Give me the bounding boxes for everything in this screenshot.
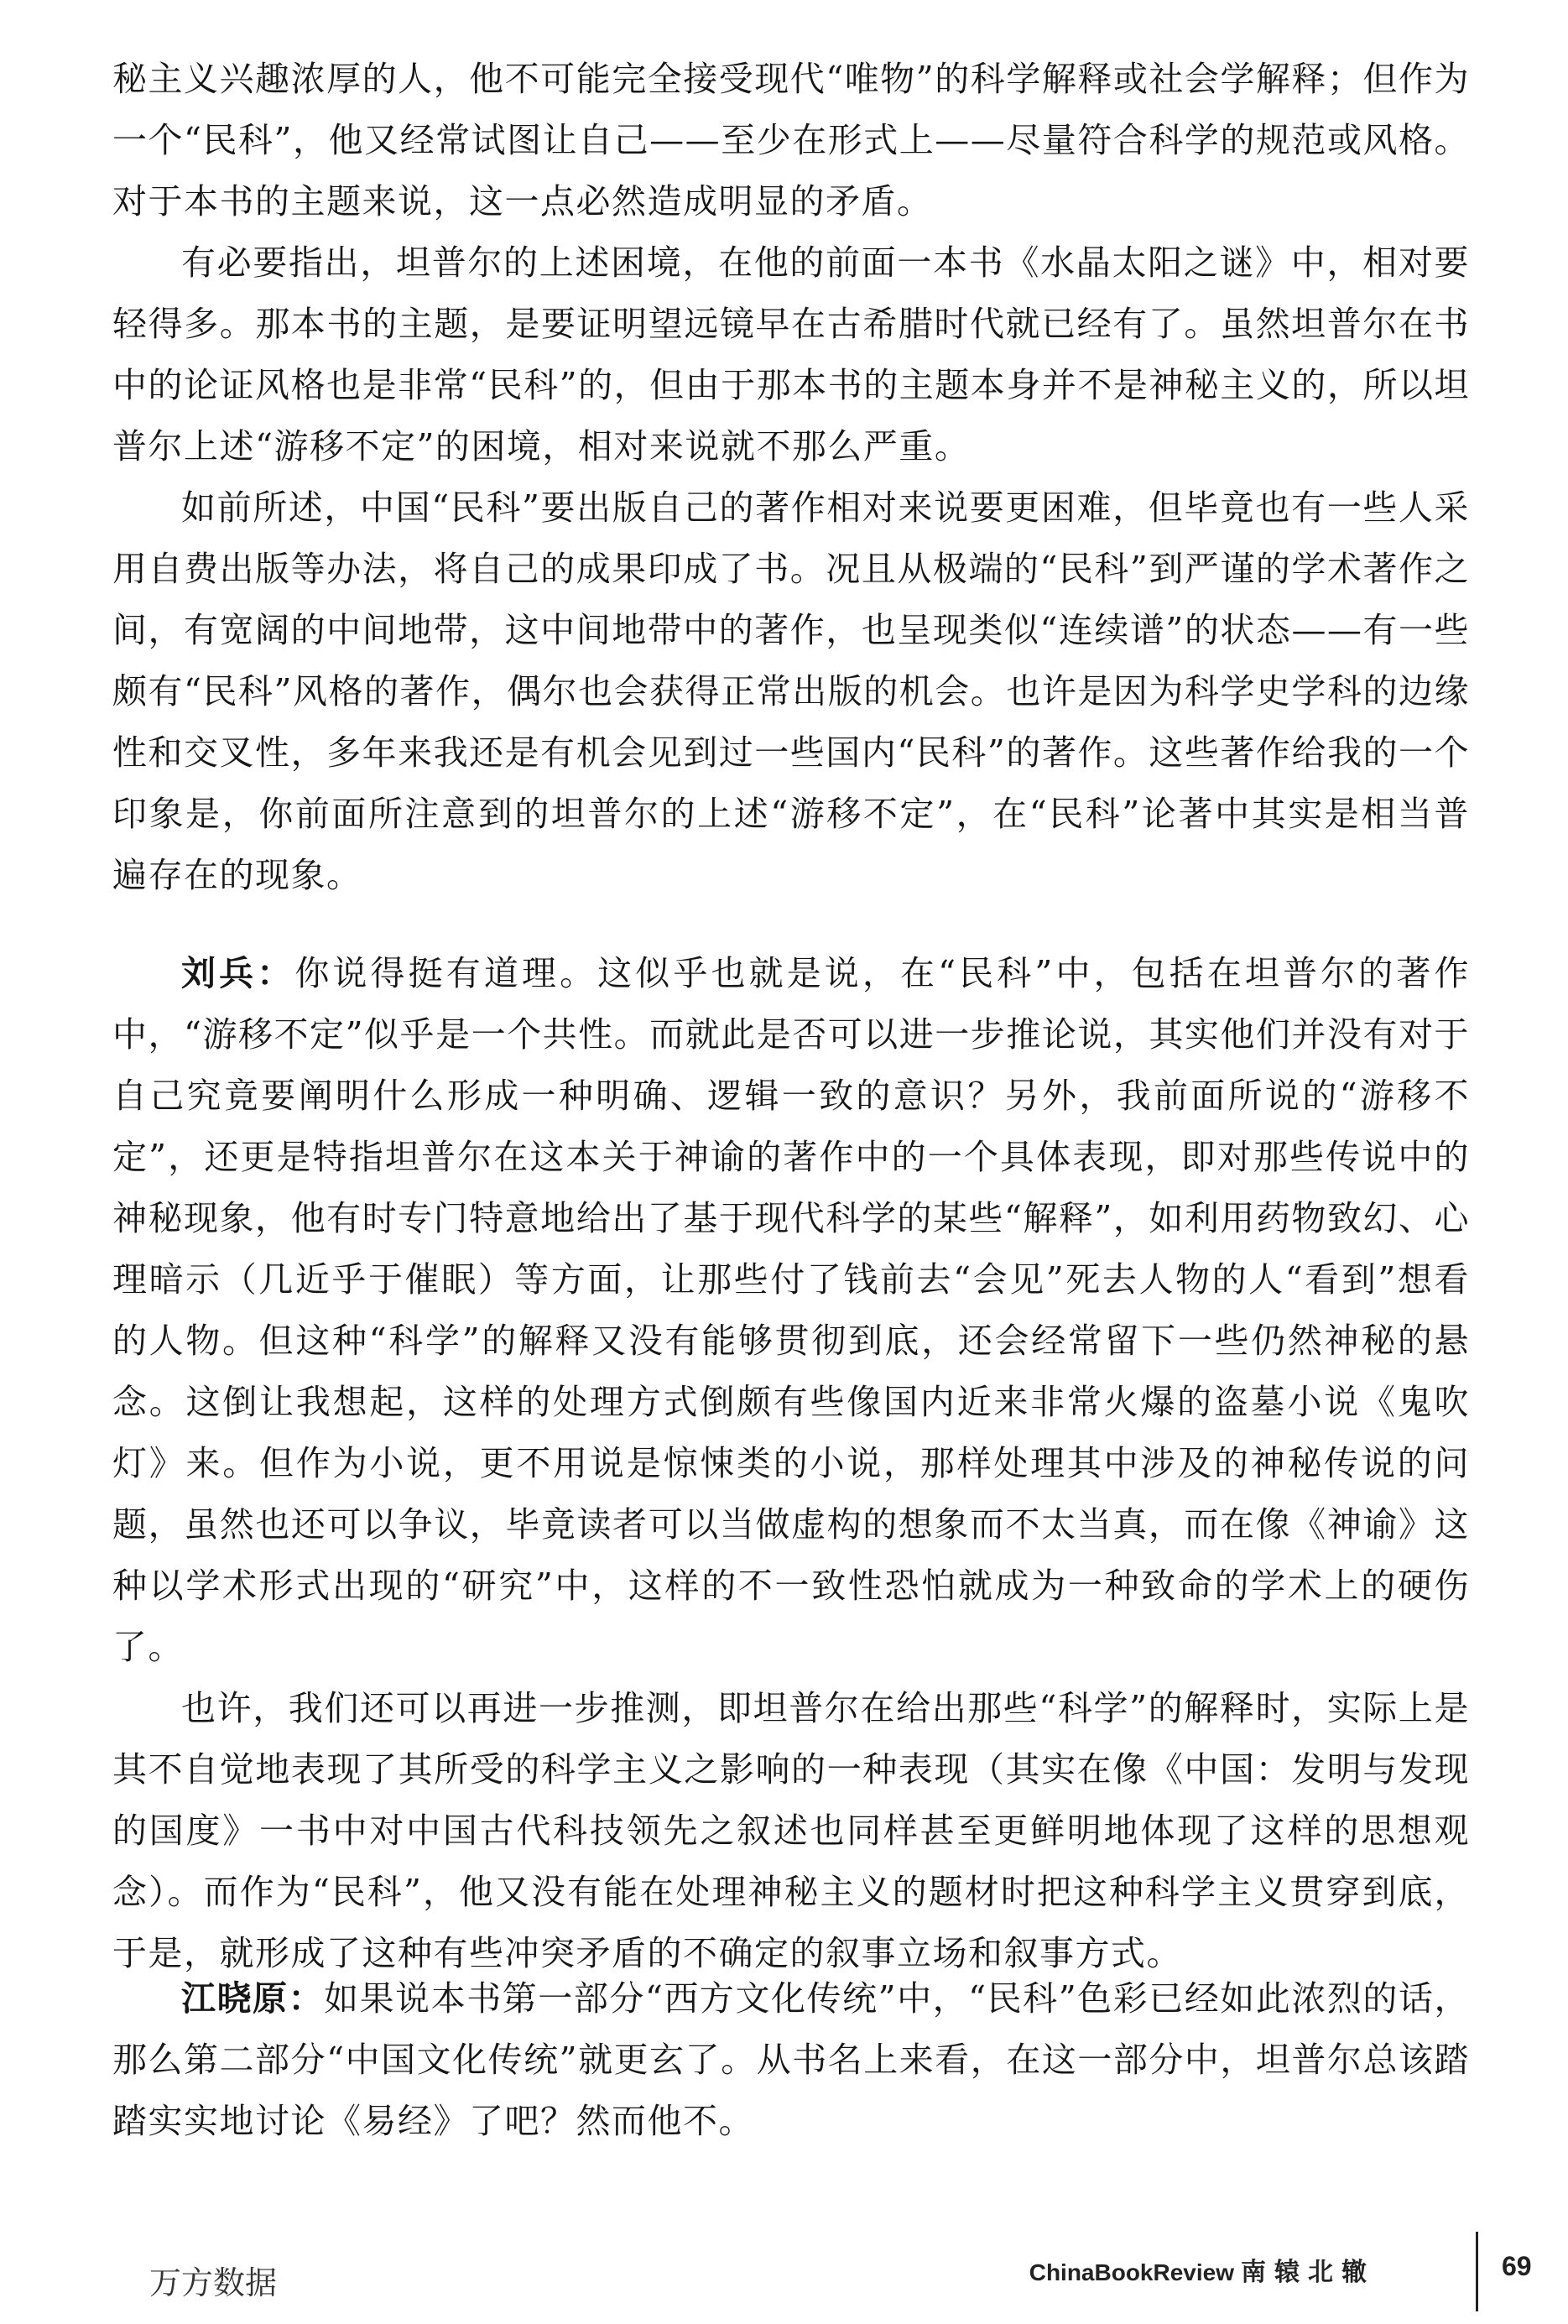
footer-divider (1476, 2232, 1478, 2311)
paragraph: 有必要指出，坦普尔的上述困境，在他的前面一本书《水晶太阳之谜》中，相对要轻得多。那本书的主题，是要证明望远镜早在古希腊时代就已经有了。虽然坦普尔在书中的论证风格也是非常“民科”的，但由于那本书的主题本身并不是神秘主义的，所以坦普尔上述“游移不定”的困境，相对来说就不那么严重。 (112, 242, 1470, 466)
paragraph-continued: 秘主义兴趣浓厚的人，他不可能完全接受现代“唯物”的科学解释或社会学解释；但作为一个“民科”，他又经常试图让自己——至少在形式上——尽量符合科学的规范或风格。对于本书的主题来说，这一点必然造成明显的矛盾。 (112, 59, 1470, 221)
speaker-name: 江晓原： (181, 1978, 325, 2019)
dialogue-paragraph (112, 1968, 1470, 2152)
paragraph-group-3 (112, 1968, 1470, 2152)
page-number: 69 (1502, 2251, 1532, 2281)
paragraph-group-1 (112, 49, 1470, 906)
dialogue-paragraph (112, 943, 1470, 1678)
journal-title-en: ChinaBookReview (1029, 2259, 1234, 2285)
speaker-name: 刘兵： (181, 953, 295, 993)
journal-title (1029, 2251, 1375, 2288)
journal-title-cn: 南辕北辙 (1241, 2258, 1375, 2287)
dialogue-text: 你说得挺有道理。这似乎也就是说，在“民科”中，包括在坦普尔的著作中，“游移不定”似乎是一个共性。而就此是否可以进一步推论说，其实他们并没有对于自己究竟要阐明什么形成一种明确、逻辑一致的意识？另外，我前面所说的“游移不定”，还更是特指坦普尔在这本关于神谕的著作中的一个具体表现，即对那些传说中的神秘现象，他有时专门特意地给出了基于现代科学的某些“解释”，如利用药物致幻、心理暗示（几近乎于催眠）等方面，让那些付了钱前去“会见”死去人物的人“看到”想看的人物。但这种“科学”的解释又没有能够贯彻到底，还会经常留下一些仍然神秘的悬念。这倒让我想起，这样的处理方式倒颇有些像国内近来非常火爆的盗墓小说《鬼吹灯》来。但作为小说，更不用说是惊悚类的小说，那样处理其中涉及的神秘传说的问题，虽然也还可以争议，毕竟读者可以当做虚构的想象而不太当真，而在像《神谕》这种以学术形式出现的“研究”中，这样的不一致性恐怕就成为一种致命的学术上的硬伤了。 (112, 953, 1471, 1667)
paragraph: 也许，我们还可以再进一步推测，即坦普尔在给出那些“科学”的解释时，实际上是其不自觉地表现了其所受的科学主义之影响的一种表现（其实在像《中国：发明与发现的国度》一书中对中国古代科技领先之叙述也同样甚至更鲜明地体现了这样的思想观念）。而作为“民科”，他又没有能在处理神秘主义的题材时把这种科学主义贯穿到底，于是，就形成了这种有些冲突矛盾的不确定的叙事立场和叙事方式。 (112, 1688, 1470, 1973)
dialogue-text: 如果说本书第一部分“西方文化传统”中，“民科”色彩已经如此浓烈的话，那么第二部分“中国文化传统”就更玄了。从书名上来看，在这一部分中，坦普尔总该踏踏实实地讨论《易经》了吧？然而他不。 (112, 1978, 1470, 2141)
paragraph-group-2 (112, 943, 1470, 1984)
watermark-text: 万方数据 (149, 2264, 278, 2301)
paragraph: 如前所述，中国“民科”要出版自己的著作相对来说要更困难，但毕竟也有一些人采用自费出版等办法，将自己的成果印成了书。况且从极端的“民科”到严谨的学术著作之间，有宽阔的中间地带，这中间地带中的著作，也呈现类似“连续谱”的状态——有一些颇有“民科”风格的著作，偶尔也会获得正常出版的机会。也许是因为科学史学科的边缘性和交叉性，多年来我还是有机会见到过一些国内“民科”的著作。这些著作给我的一个印象是，你前面所注意到的坦普尔的上述“游移不定”，在“民科”论著中其实是相当普遍存在的现象。 (112, 487, 1470, 895)
